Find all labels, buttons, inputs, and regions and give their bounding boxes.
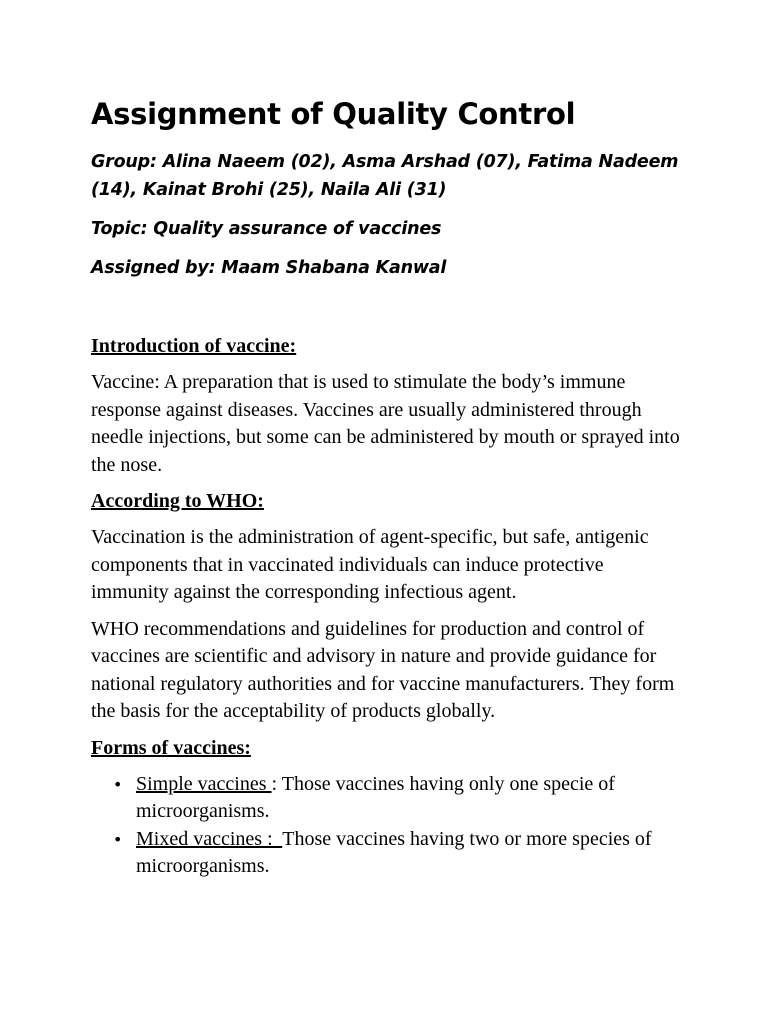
topic-line: Topic: Quality assurance of vaccines <box>91 219 442 239</box>
list-item-term: Mixed vaccines : <box>136 827 283 850</box>
bullet-icon: • <box>113 829 123 849</box>
document-title: Assignment of Quality Control <box>91 97 576 131</box>
bullet-icon: • <box>113 774 123 794</box>
list-item-separator: : <box>271 772 282 795</box>
list-item <box>91 771 681 826</box>
document-page <box>91 94 691 881</box>
forms-heading: Forms of vaccines: <box>91 736 251 759</box>
list-item-description: Those vaccines having only one specie of microorganisms. <box>136 772 615 822</box>
group-members-line: Group: Alina Naeem (02), Asma Arshad (07), Fatima Nadeem (14), Kainat Brohi (25), Naila Ali (31) <box>91 152 679 200</box>
who-paragraph-1: Vaccination is the administration of agent-specific, but safe, antigenic components that in vaccinated individuals can induce protective immunity against the corresponding infectious agent. <box>91 526 649 603</box>
who-heading: According to WHO: <box>91 490 264 512</box>
intro-paragraph: Vaccine: A preparation that is used to stimulate the body’s immune response against diseases. Vaccines are usually administered through needle injections, but some can be administered by mouth or sprayed into the nose. <box>91 371 680 476</box>
section-spacer <box>91 293 691 333</box>
list-item-term: Simple vaccines <box>136 772 272 795</box>
intro-heading: Introduction of vaccine: <box>91 335 297 357</box>
list-item <box>91 826 681 881</box>
forms-list <box>91 771 691 881</box>
who-paragraph-2: WHO recommendations and guidelines for production and control of vaccines are scientific and advisory in nature and provide guidance for national regulatory authorities and for vaccine manufacturers. They form the basis for the acceptability of products globally. <box>91 617 675 722</box>
list-item-description: Those vaccines having two or more species of microorganisms. <box>136 827 652 877</box>
assigned-by-line: Assigned by: Maam Shabana Kanwal <box>91 258 447 278</box>
